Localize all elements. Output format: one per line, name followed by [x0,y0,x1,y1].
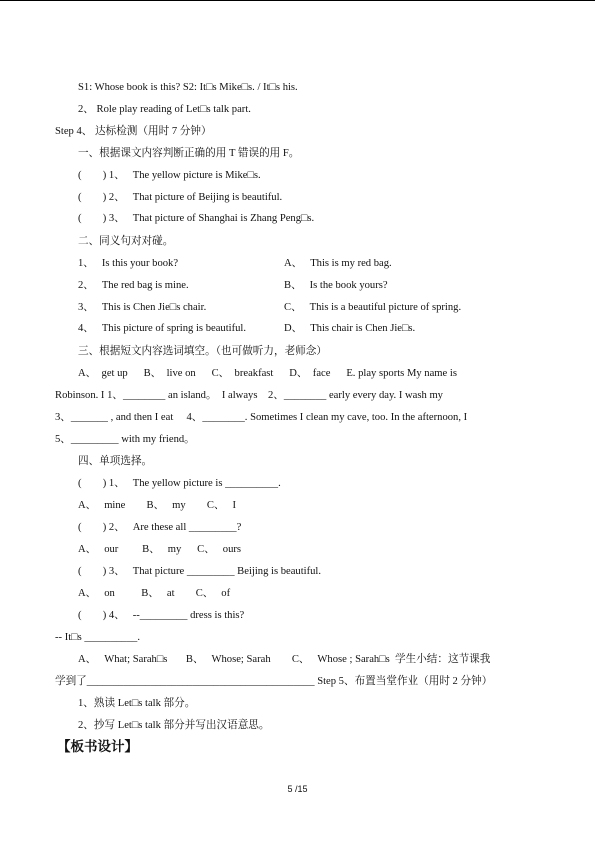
summary-step-5-line: 学到了___________________________________________ Step 5、布置当堂作业（用时 2 分钟） [55,676,493,687]
tf-item-1: ( ) 1、 The yellow picture is Mike□s. [78,170,261,181]
match-right-3: C、 This is a beautiful picture of spring. [284,302,462,313]
tf-item-3: ( ) 3、 That picture of Shanghai is Zhang Peng□s. [78,213,315,224]
top-rule [0,0,595,1]
match-right-1: A、 This is my red bag. [284,258,392,269]
mc-question-4-answer: -- It□s __________. [55,632,140,643]
cloze-line-3: 5、_________ with my friend。 [55,434,195,445]
cloze-line-2: 3、_______ , and then I eat 4、________. Sometimes I clean my cave, too. In the afternoon, I [55,412,468,423]
match-right-4: D、 This chair is Chen Jie□s. [284,323,416,334]
mc-options-1: A、 mine B、 my C、 I [78,500,237,511]
match-left-2: 2、 The red bag is mine. [78,280,189,291]
part-3-heading: 三、根据短文内容选词填空。（也可做听力，老师念） [78,346,327,357]
mc-question-4: ( ) 4、 --_________ dress is this? [78,610,245,621]
mc-question-2: ( ) 2、 Are these all _________? [78,522,242,533]
word-bank-line: A、 get up B、 live on C、 breakfast D、 face E. play sports My name is [78,368,457,379]
step-4-heading: Step 4、 达标检测（用时 7 分钟） [55,126,212,137]
mc-options-2: A、 our B、 my C、 ours [78,544,242,555]
homework-2: 2、抄写 Let□s talk 部分并写出汉语意思。 [78,720,270,731]
activity-2-line: 2、 Role play reading of Let□s talk part. [78,104,251,115]
homework-1: 1、熟读 Let□s talk 部分。 [78,698,196,709]
part-4-heading: 四、单项选择。 [78,456,153,467]
match-left-3: 3、 This is Chen Jie□s chair. [78,302,207,313]
part-2-heading: 二、同义句对对碰。 [78,236,174,247]
part-1-heading: 一、根据课文内容判断正确的用 T 错误的用 F。 [78,148,300,159]
mc-question-3: ( ) 3、 That picture _________ Beijing is beautiful. [78,566,322,577]
page-number: 5 /15 [287,784,308,794]
match-left-1: 1、 Is this your book? [78,258,179,269]
cloze-line-1: Robinson. I 1、________ an island。 I always 2、________ early every day. I wash my [55,390,443,401]
mc-options-3: A、 on B、 at C、 of [78,588,231,599]
match-right-2: B、 Is the book yours? [284,280,388,291]
tf-item-2: ( ) 2、 That picture of Beijing is beautiful. [78,192,283,203]
match-left-4: 4、 This picture of spring is beautiful. [78,323,246,334]
dialogue-line: S1: Whose book is this? S2: It□s Mike□s. / It□s his. [78,82,298,93]
mc-question-1: ( ) 1、 The yellow picture is __________. [78,478,281,489]
mc-options-4: A、 What; Sarah□s B、 Whose; Sarah C、 Whose ; Sarah□s 学生小结：这节课我 [78,654,491,665]
board-design-heading: 【板书设计】 [57,739,138,755]
